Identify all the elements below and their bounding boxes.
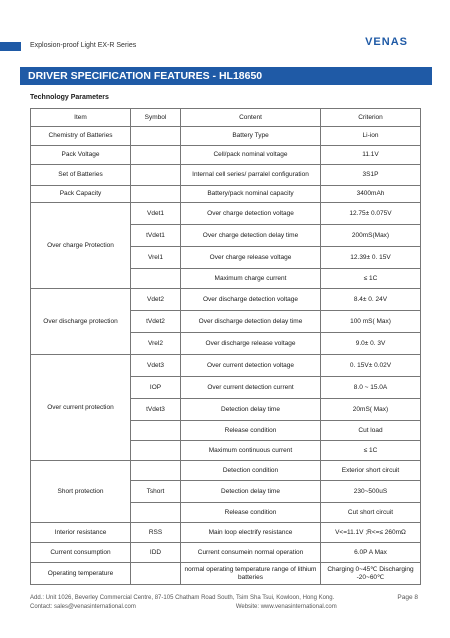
cell-symbol <box>131 165 181 186</box>
cell-content: Current consumein normal operation <box>181 543 321 563</box>
cell-criterion: 9.0± 0. 3V <box>321 333 421 355</box>
cell-content: Over charge release voltage <box>181 247 321 269</box>
table-row <box>31 146 421 165</box>
cell-content: Over current detection current <box>181 377 321 399</box>
table-header-row <box>31 109 421 127</box>
series-title: Explosion-proof Light EX-R Series <box>30 42 137 49</box>
cell-criterion: 6.0P A Max <box>321 543 421 563</box>
cell-criterion: 100 mS( Max) <box>321 311 421 333</box>
cell-content: Over discharge detection voltage <box>181 289 321 311</box>
cell-item: Pack Voltage <box>31 146 131 165</box>
cell-item: Operating temperature <box>31 563 131 585</box>
cell-symbol <box>131 503 181 523</box>
cell-content: Battery Type <box>181 127 321 146</box>
cell-content: Maximum charge current <box>181 269 321 289</box>
cell-symbol: tVdet2 <box>131 311 181 333</box>
table-row <box>31 355 421 377</box>
footer-website: Website: www.venasinternational.com <box>235 604 337 610</box>
header-content: Content <box>181 109 321 127</box>
cell-symbol <box>131 146 181 165</box>
cell-content: Over discharge detection delay time <box>181 311 321 333</box>
cell-content: Release condition <box>181 421 321 441</box>
cell-criterion: 12.39± 0. 15V <box>321 247 421 269</box>
cell-criterion: V<=11.1V ;R<=≤ 260mΩ <box>321 523 421 543</box>
cell-criterion: 12.75± 0.075V <box>321 203 421 225</box>
page-number: Page 8 <box>397 594 418 601</box>
table-row <box>31 186 421 203</box>
cell-criterion: 8.4± 0. 24V <box>321 289 421 311</box>
cell-criterion: 200mS(Max) <box>321 225 421 247</box>
cell-symbol: Vdet1 <box>131 203 181 225</box>
logo-text: VENAS <box>365 36 408 48</box>
footer-address: Add.: Unit 1026, Beverley Commercial Centre, 87-105 Chatham Road South, Tsim Sha Tsui, Kowloon, Hong Kong. <box>30 595 335 601</box>
cell-criterion: Li-ion <box>321 127 421 146</box>
header-item: Item <box>31 109 131 127</box>
header-symbol: Symbol <box>131 109 181 127</box>
cell-item: Over current protection <box>31 355 131 461</box>
table-row <box>31 543 421 563</box>
header-criterion: Criterion <box>321 109 421 127</box>
cell-symbol: tVdet3 <box>131 399 181 421</box>
cell-criterion: ≤ 1C <box>321 269 421 289</box>
cell-symbol <box>131 563 181 585</box>
cell-symbol <box>131 127 181 146</box>
cell-criterion: 230~500uS <box>321 481 421 503</box>
cell-content: Main loop electrify resistance <box>181 523 321 543</box>
cell-symbol: tVdet1 <box>131 225 181 247</box>
cell-content: Detection delay time <box>181 481 321 503</box>
cell-item: Chemistry of Batteries <box>31 127 131 146</box>
table-row <box>31 563 421 585</box>
cell-criterion: Charging 0~45℃ Discharging -20~60℃ <box>321 563 421 585</box>
cell-item: Short protection <box>31 461 131 523</box>
cell-symbol <box>131 269 181 289</box>
cell-content: Over charge detection delay time <box>181 225 321 247</box>
cell-item: Over discharge protection <box>31 289 131 355</box>
cell-criterion: 3S1P <box>321 165 421 186</box>
cell-item: Current consumption <box>31 543 131 563</box>
cell-content: Over current detection voltage <box>181 355 321 377</box>
cell-criterion: Cut short circuit <box>321 503 421 523</box>
cell-symbol: Tshort <box>131 481 181 503</box>
cell-item: Pack Capacity <box>31 186 131 203</box>
cell-item: Interior resistance <box>31 523 131 543</box>
page-title: DRIVER SPECIFICATION FEATURES - HL18650 <box>20 67 432 85</box>
table-row <box>31 127 421 146</box>
cell-symbol: Vrel2 <box>131 333 181 355</box>
cell-content: Detection condition <box>181 461 321 481</box>
section-heading: Technology Parameters <box>30 94 109 101</box>
cell-content: normal operating temperature range of lithium batteries <box>181 563 321 585</box>
cell-symbol <box>131 421 181 441</box>
cell-content: Internal cell series/ parralel configuration <box>181 165 321 186</box>
cell-symbol: IDD <box>131 543 181 563</box>
footer <box>30 594 337 612</box>
cell-criterion: Cut load <box>321 421 421 441</box>
cell-symbol: RSS <box>131 523 181 543</box>
cell-symbol: Vdet2 <box>131 289 181 311</box>
cell-content: Cell/pack nominal voltage <box>181 146 321 165</box>
cell-symbol: IOP <box>131 377 181 399</box>
cell-content: Detection delay time <box>181 399 321 421</box>
cell-content: Over charge detection voltage <box>181 203 321 225</box>
spec-table <box>30 108 421 585</box>
cell-symbol <box>131 186 181 203</box>
cell-criterion: 0. 15V± 0.02V <box>321 355 421 377</box>
table-row <box>31 165 421 186</box>
cell-symbol <box>131 441 181 461</box>
brand-logo <box>365 36 408 48</box>
cell-criterion: 3400mAh <box>321 186 421 203</box>
cell-symbol: Vdet3 <box>131 355 181 377</box>
cell-symbol: Vrel1 <box>131 247 181 269</box>
cell-criterion: ≤ 1C <box>321 441 421 461</box>
cell-criterion: 8.0 ~ 15.0A <box>321 377 421 399</box>
cell-criterion: 20mS( Max) <box>321 399 421 421</box>
table-row <box>31 461 421 481</box>
cell-criterion: 11.1V <box>321 146 421 165</box>
cell-item: Set of Batteries <box>31 165 131 186</box>
cell-content: Maximum continuous current <box>181 441 321 461</box>
cell-content: Over discharge release voltage <box>181 333 321 355</box>
cell-item: Over charge Protection <box>31 203 131 289</box>
table-row <box>31 289 421 311</box>
cell-symbol <box>131 461 181 481</box>
header-accent-bar <box>0 42 21 51</box>
cell-content: Release condition <box>181 503 321 523</box>
table-row <box>31 203 421 225</box>
cell-content: Battery/pack nominal capacity <box>181 186 321 203</box>
footer-contact: Contact: sales@venasinternational.com <box>30 604 136 610</box>
table-row <box>31 523 421 543</box>
cell-criterion: Exterior short circuit <box>321 461 421 481</box>
